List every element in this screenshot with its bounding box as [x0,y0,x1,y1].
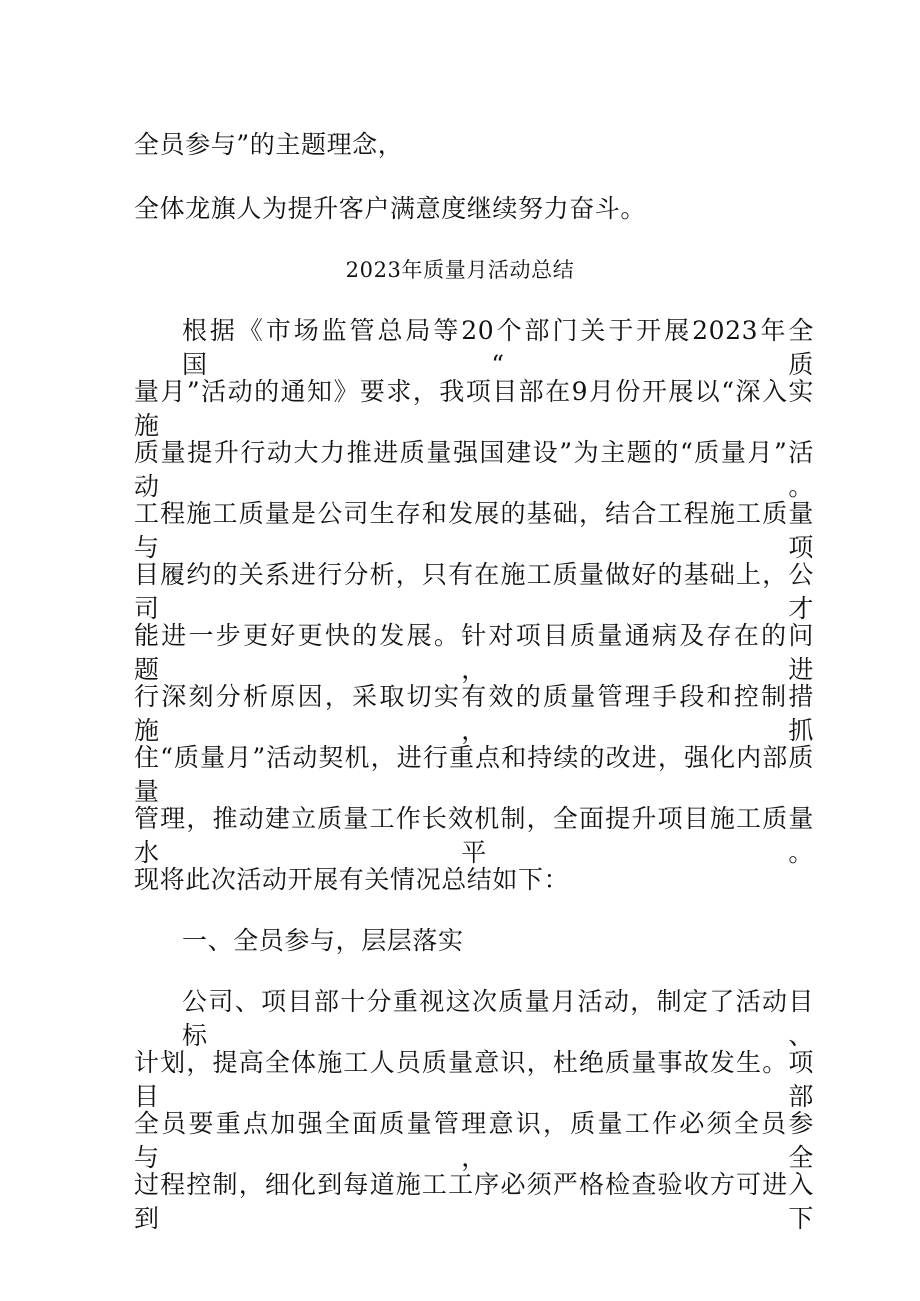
text-line-1: 全员参与”的主题理念， [134,130,404,159]
text-line-12: 管理，推动建立质量工作长效机制，全面提升项目施工质量水平。 [134,804,814,867]
text-line-11: 住“质量月”活动契机，进行重点和持续的改进，强化内部质量 [134,743,814,806]
text-line-7: 工程施工质量是公司生存和发展的基础，结合工程施工质量与项 [134,499,814,562]
text-line-4: 根据《市场监管总局等20个部门关于开展2023年全国“质 [182,316,814,379]
text-line-9: 能进一步更好更快的发展。针对项目质量通病及存在的问题，进 [134,621,814,684]
text-line-2: 全体龙旗人为提升客户满意度继续努力奋斗。 [134,194,647,223]
section-heading: 一、全员参与，层层落实 [182,926,464,955]
text-line-10: 行深刻分析原因，采取切实有效的质量管理手段和控制措施，抓 [134,682,814,745]
text-line-16: 计划，提高全体施工人员质量意识，杜绝质量事故发生。项目部 [134,1048,814,1111]
text-line-8: 目履约的关系进行分析，只有在施工质量做好的基础上，公司才 [134,560,814,623]
text-line-17: 全员要重点加强全面质量管理意识，质量工作必须全员参与，全 [134,1109,814,1172]
text-line-13: 现将此次活动开展有关情况总结如下： [134,865,570,894]
text-line-18: 过程控制，细化到每道施工工序必须严格检查验收方可进入到下 [134,1170,814,1233]
text-line-6: 质量提升行动大力推进质量强国建设”为主题的“质量月”活动。 [134,438,814,501]
document-title: 2023年质量月活动总结 [345,258,575,282]
text-line-15: 公司、项目部十分重视这次质量月活动，制定了活动目标、 [182,987,814,1050]
text-line-5: 量月”活动的通知》要求，我项目部在9月份开展以“深入实施 [134,377,814,440]
